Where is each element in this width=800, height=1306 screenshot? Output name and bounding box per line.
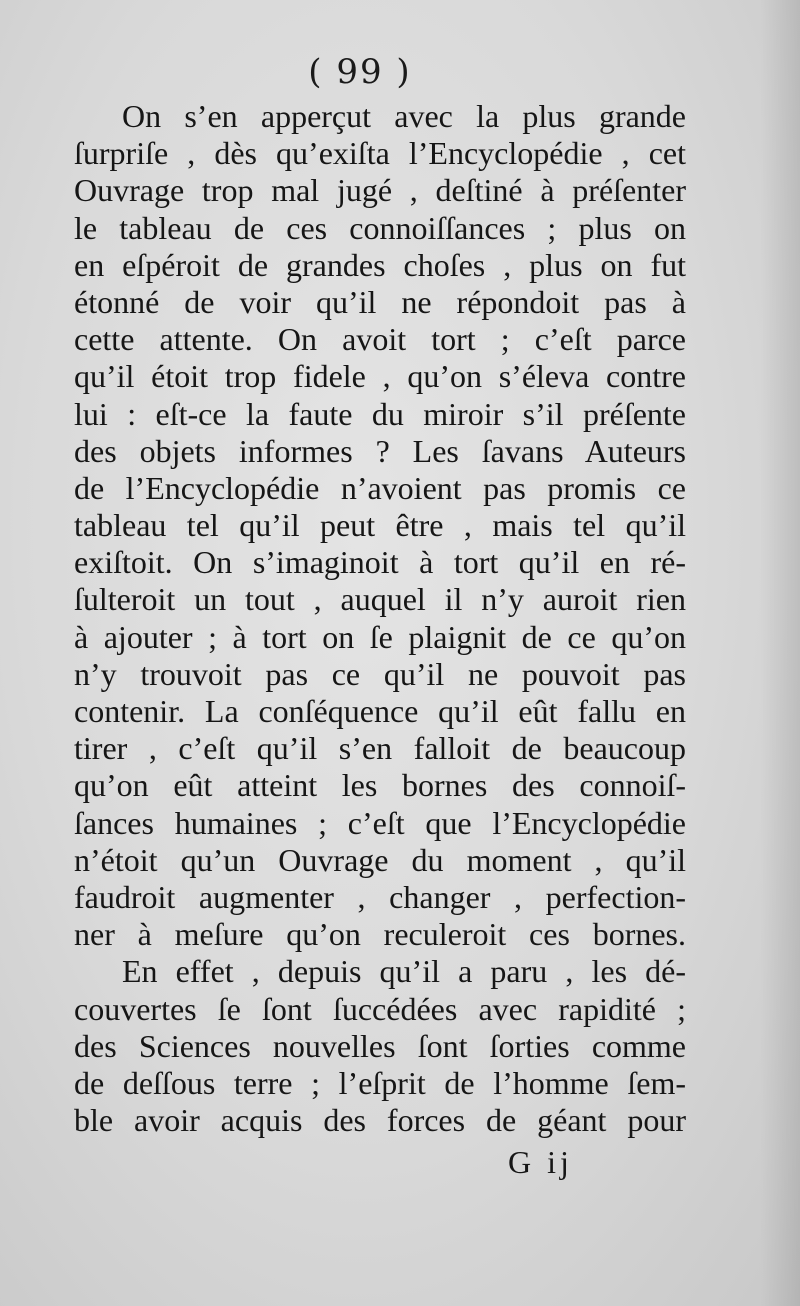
text-line: en eſpéroit de grandes choſes , plus on fut	[74, 246, 686, 283]
text-line: tableau tel qu’il peut être , mais tel qu’il	[74, 507, 686, 544]
text-line: n’y trouvoit pas ce qu’il ne pouvoit pas	[74, 655, 686, 692]
text-line: cette attente. On avoit tort ; c’eſt parce	[74, 321, 686, 358]
text-line: des Sciences nouvelles ſont ſorties comme	[74, 1027, 686, 1064]
text-line: En effet , depuis qu’il a paru , les dé-	[122, 953, 686, 990]
text-line: de l’Encyclopédie n’avoient pas promis ce	[74, 469, 686, 506]
text-line: ſances humaines ; c’eſt que l’Encyclopédie	[74, 804, 686, 841]
text-line: à ajouter ; à tort on ſe plaignit de ce qu’on	[74, 618, 686, 655]
text-line: n’étoit qu’un Ouvrage du moment , qu’il	[74, 841, 686, 878]
signature-mark: G ij	[508, 1144, 573, 1180]
text-line: couvertes ſe ſont ſuccédées avec rapidité ;	[74, 990, 686, 1027]
text-line: lui : eſt-ce la faute du miroir s’il préſente	[74, 395, 686, 432]
text-line: faudroit augmenter , changer , perfection-	[74, 878, 686, 915]
text-line: des objets informes ? Les ſavans Auteurs	[74, 432, 686, 469]
text-line: tirer , c’eſt qu’il s’en falloit de beaucoup	[74, 730, 686, 767]
text-line: Ouvrage trop mal jugé , deſtiné à préſenter	[74, 172, 686, 209]
text-line: contenir. La conſéquence qu’il eût fallu en	[74, 693, 686, 729]
text-line: ſurpriſe , dès qu’exiſta l’Encyclopédie , cet	[74, 135, 686, 172]
text-line: le tableau de ces connoiſſances ; plus on	[74, 209, 686, 246]
text-line: ſulteroit un tout , auquel il n’y auroit rien	[74, 581, 686, 618]
text-line: On s’en apperçut avec la plus grande	[122, 98, 686, 134]
text-line: de deſſous terre ; l’eſprit de l’homme ſem-	[74, 1064, 686, 1101]
text-line: ble avoir acquis des forces de géant pour	[74, 1102, 686, 1139]
body-text	[74, 98, 686, 1139]
page-number: ( 99 )	[308, 52, 412, 92]
page-edge-shadow	[760, 0, 800, 1306]
text-line: qu’on eût atteint les bornes des connoiſ-	[74, 767, 686, 804]
text-line: qu’il étoit trop fidele , qu’on s’éleva contre	[74, 358, 686, 395]
text-line: ner à meſure qu’on reculeroit ces bornes.	[74, 916, 686, 953]
text-line: exiſtoit. On s’imaginoit à tort qu’il en ré-	[74, 544, 686, 581]
text-line: étonné de voir qu’il ne répondoit pas à	[74, 283, 686, 320]
